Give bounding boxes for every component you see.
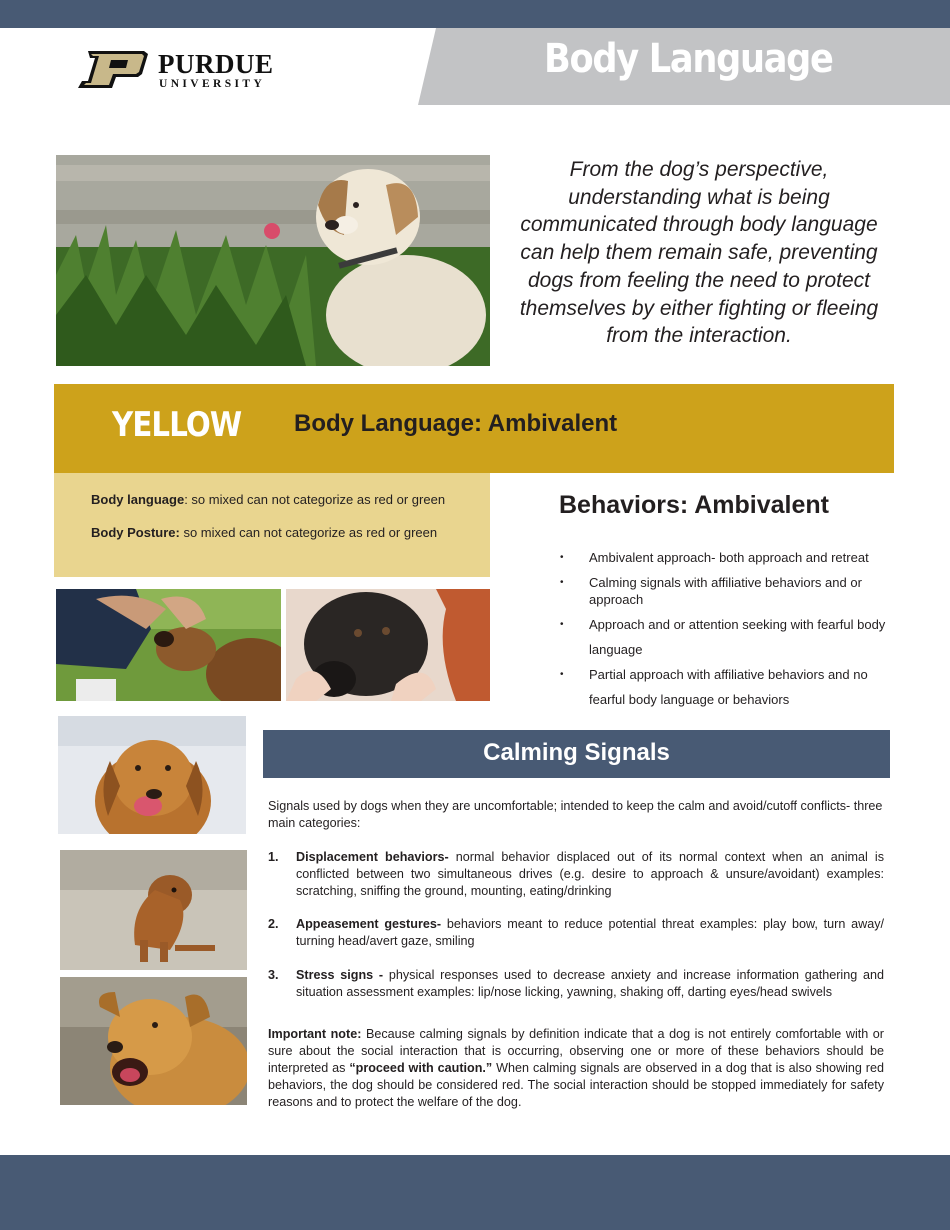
behaviors-list — [560, 545, 890, 712]
purdue-p-logo-icon — [78, 50, 150, 90]
item-text: normal behavior displaced out of its normal context when an animal is conflicted between two simultaneous drives (e.g. desire to approach & unsure/avoidant) examples: scratching, sniffing the ground, mounting, eating/drinking — [296, 850, 884, 898]
item-number: 2. — [268, 917, 279, 931]
bottom-bar — [0, 1155, 950, 1230]
important-note — [268, 1026, 884, 1111]
note-emphasis: “proceed with caution.” — [349, 1061, 493, 1075]
body-posture-label: Body Posture: — [91, 525, 180, 540]
calming-item-stress — [268, 967, 884, 1001]
item-label: Appeasement gestures- — [296, 917, 442, 931]
body-language-line — [91, 492, 445, 507]
item-number: 1. — [268, 850, 279, 864]
logo-subtitle: UNIVERSITY — [159, 78, 266, 90]
yellow-section-title: Body Language: Ambivalent — [294, 410, 618, 437]
golden-retriever-licking-photo — [58, 716, 246, 834]
item-label: Displacement behaviors- — [296, 850, 449, 864]
item-label: Stress signs - — [296, 968, 384, 982]
puppy-scratching-photo — [60, 850, 247, 970]
list-item: • Ambivalent approach- both approach and retreat — [560, 545, 890, 570]
body-language-text: : so mixed can not categorize as red or green — [184, 492, 446, 507]
top-bar — [0, 0, 950, 28]
calming-item-displacement — [268, 849, 884, 900]
calming-intro: Signals used by dogs when they are uncomfortable; intended to keep the calm and avoid/cutoff conflicts- three main categories: — [268, 799, 883, 830]
page-title: Body Language — [544, 36, 833, 82]
note-text-1: Because calming signals by definition indicate that a dog is not entirely comfortable with or sure about the social interaction that is occurring, observing one or more of these behaviors should be interpreted as — [268, 1027, 884, 1075]
black-dog-photo — [286, 589, 490, 701]
list-item: • Approach and or attention seeking with fearful body language — [560, 612, 890, 662]
puppy-grass-photo — [56, 589, 281, 701]
calming-signals-title: Calming Signals — [483, 739, 670, 766]
intro-quote: From the dog’s perspective, understanding what is being communicated through body language can help them remain safe, preventing dogs from feeling the need to protect themselves by either fighting or fleeing from the interaction. — [519, 158, 879, 348]
yellow-label: YELLOW — [112, 405, 242, 445]
body-posture-text: so mixed can not categorize as red or green — [179, 525, 438, 540]
note-text-2: When calming signals are observed in a dog that is also showing red behaviors, the dog should be considered red. The social interaction should be stopped immediately for safety reasons and to protect the welfare of the dog. — [268, 1061, 885, 1109]
puppy-photo — [56, 155, 490, 366]
list-item: • Partial approach with affiliative behaviors and no fearful body language or behaviors — [560, 662, 890, 712]
behaviors-title: Behaviors: Ambivalent — [559, 491, 829, 519]
body-language-label: Body language — [91, 492, 185, 507]
item-text: physical responses used to decrease anxiety and increase information gathering and situation assessment examples: lip/nose licking, yawning, shaking off, darting eyes/head swivels — [296, 968, 884, 999]
logo-name: PURDUE — [158, 49, 274, 79]
body-posture-line — [91, 525, 437, 540]
purdue-logo[interactable] — [78, 50, 298, 94]
list-item: • Calming signals with affiliative behaviors and or approach — [560, 574, 890, 608]
note-label: Important note: — [268, 1027, 362, 1041]
yawning-dog-photo — [60, 977, 247, 1105]
calming-item-appeasement — [268, 916, 884, 950]
item-number: 3. — [268, 968, 279, 982]
item-text: behaviors meant to reduce potential threat examples: play bow, turn away/ turning head/avert gaze, smiling — [296, 917, 885, 948]
